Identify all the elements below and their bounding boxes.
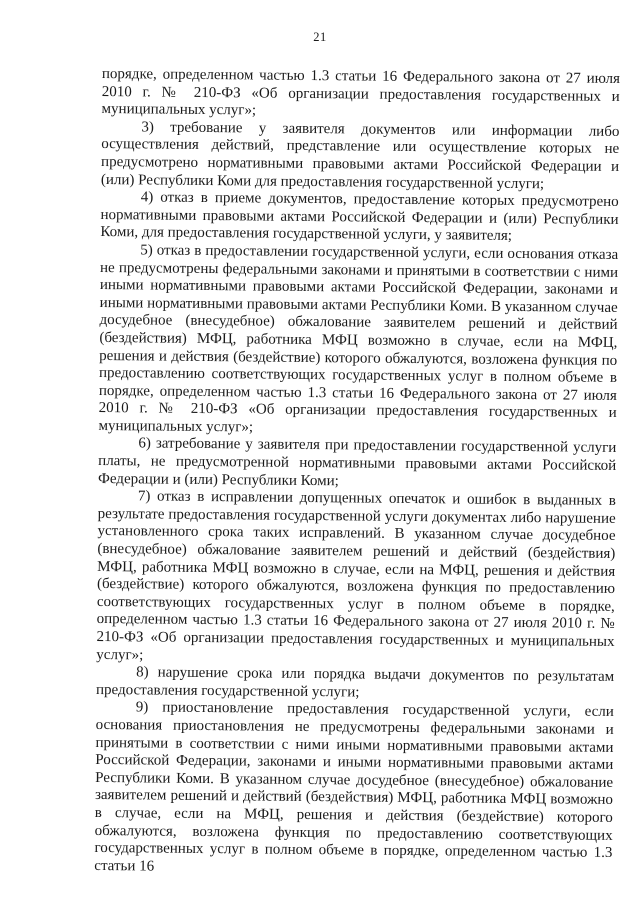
list-item-9: 9) приостановление предоставления государственной услуги, если основания приостановления не предусмотрены федеральными законами и принятыми в соответствии с ними иными нормативными правовыми актами Российской Федерации, законами и иными нормативными правовыми актами Республики Коми. В указанном случае досудебное (внесудебное) обжалование заявителем решений и действий (бездействия) МФЦ, работника МФЦ возможно в случае, если на МФЦ, решения и действия (бездействие) которого обжалуются, возложена функция по предоставлению соответствующих государственных услуг в полном объеме в порядке, определенном частью 1.3 статьи 16 bbox=[94, 699, 614, 875]
paragraph-continuation: порядке, определенном частью 1.3 статьи 16 Федерального закона от 27 июля 2010 г. № 210-ФЗ «Об организации предоставления государственных и муниципальных услуг»; bbox=[101, 66, 620, 119]
list-item-3: 3) требование у заявителя документов или информации либо осуществления действий, представление или осуществление которых не предусмотрено нормативными правовыми актами Российской Федерации и (или) Республики Коми для предоставления государственной услуги; bbox=[100, 119, 620, 192]
page-number: 21 bbox=[313, 30, 327, 44]
list-item-8: 8) нарушение срока или порядка выдачи документов по результатам предоставления государственной услуги; bbox=[95, 664, 615, 701]
document-body bbox=[94, 66, 620, 880]
list-item-5: 5) отказ в предоставлении государственной услуги, если основания отказа не предусмотрены федеральными законами и принятыми в соответствии с ними иными нормативными правовыми актами Российской Федерации, законами и иными нормативными правовыми актами Республики Коми. В указанном случае досудебное (внесудебное) обжалование заявителем решений и действий (бездействия) МФЦ, работника МФЦ возможно в случае, если на МФЦ, решения и действия (бездействие) которого обжалуются, возложена функция по предоставлению соответствующих государственных услуг в полном объеме в порядке, определенном частью 1.3 статьи 16 Федерального закона от 27 июля 2010 г. № 210-ФЗ «Об организации предоставления государственных и муниципальных услуг»; bbox=[98, 242, 619, 436]
list-item-6: 6) затребование у заявителя при предоставлении государственной услуги платы, не предусмотренной нормативными правовыми актами Российской Федерации и (или) Республики Коми; bbox=[97, 435, 617, 489]
list-item-4: 4) отказ в приеме документов, предоставление которых предусмотрено нормативными правовыми актами Российской Федерации и (или) Республики Коми, для предоставления государственной услуги, у заявителя; bbox=[100, 189, 619, 245]
list-item-7: 7) отказ в исправлении допущенных опечаток и ошибок в выданных в результате предоставления государственной услуги документах либо нарушение установленного срока таких исправлений. В указанном случае досудебное (внесудебное) обжалование заявителем решений и действий (бездействия) МФЦ, работника МФЦ возможно в случае, если на МФЦ, решения и действия (бездействие) которого обжалуются, возложена функция по предоставлению соответствующих государственных услуг в полном объеме в порядке, определенном частью 1.3 статьи 16 Федерального закона от 27 июля 2010 г. № 210-ФЗ «Об организации предоставления государственных и муниципальных услуг»; bbox=[96, 488, 616, 664]
